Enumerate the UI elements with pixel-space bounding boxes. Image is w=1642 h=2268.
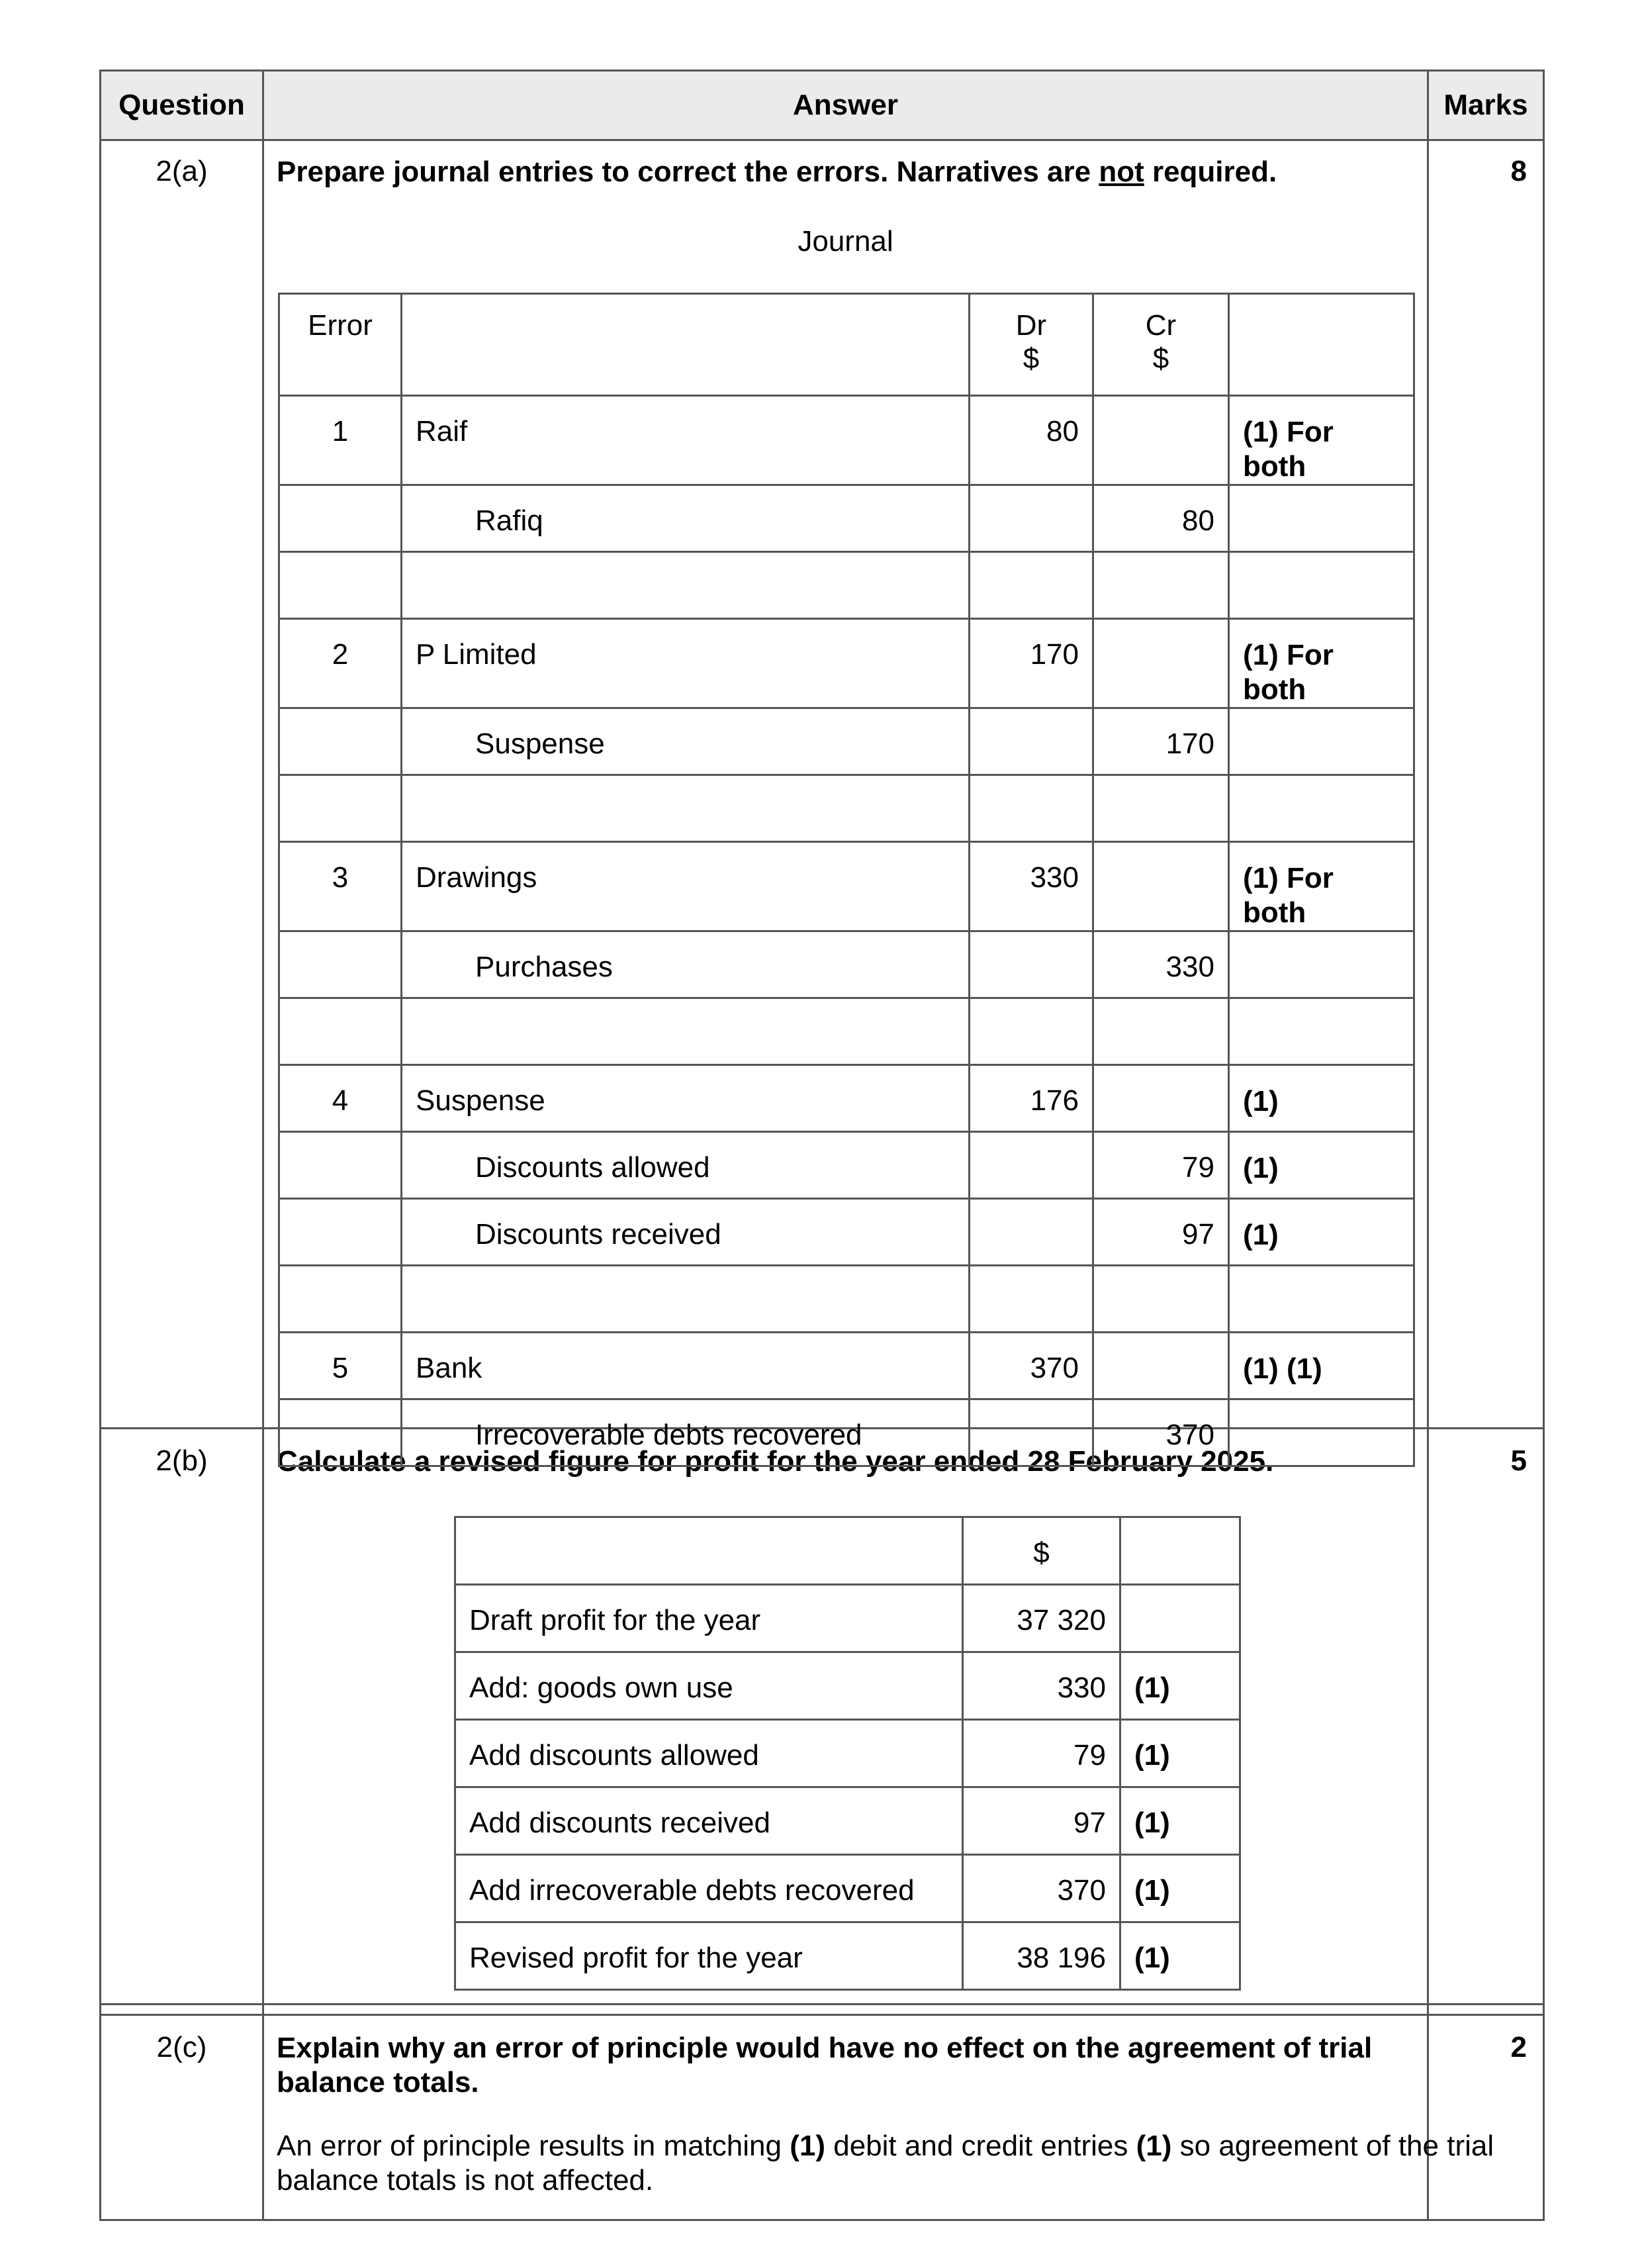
mark-allocation (1229, 485, 1414, 552)
credit-amount (1093, 1333, 1229, 1399)
journal-row (279, 1399, 1414, 1466)
mark-column-header (1229, 294, 1414, 396)
error-number: 4 (279, 1065, 402, 1132)
error-column-header: Error (279, 294, 402, 396)
credit-amount: 170 (1093, 708, 1229, 775)
error-number (279, 1266, 402, 1333)
mark-allocation: (1) For both (1229, 619, 1414, 708)
error-number: 3 (279, 842, 402, 931)
question-instruction: Prepare journal entries to correct the errors. Narratives are not required. (277, 156, 1277, 188)
header-question: Question (118, 89, 245, 121)
credit-amount: 79 (1093, 1132, 1229, 1199)
profit-header-row (455, 1517, 1240, 1585)
error-number (279, 485, 402, 552)
account-column-header (402, 294, 970, 396)
debit-amount: 330 (970, 842, 1093, 931)
mark-allocation: (1) (1229, 1132, 1414, 1199)
credit-amount (1093, 775, 1229, 842)
label-column-header (455, 1517, 963, 1585)
account-name: Bank (402, 1333, 970, 1399)
row-amount: 37 320 (963, 1585, 1120, 1652)
debit-amount (970, 775, 1093, 842)
account-name (402, 775, 970, 842)
error-number (279, 552, 402, 619)
error-number (279, 708, 402, 775)
journal-row (279, 708, 1414, 775)
mark-allocation: (1) (1120, 1652, 1240, 1720)
error-number (279, 1132, 402, 1199)
profit-row (455, 1720, 1240, 1787)
profit-table (454, 1516, 1241, 1991)
debit-amount: 370 (970, 1333, 1093, 1399)
error-number: 1 (279, 396, 402, 485)
journal-row (279, 1065, 1414, 1132)
profit-row (455, 1922, 1240, 1990)
row-label: Add discounts allowed (455, 1720, 963, 1787)
mark-allocation: (1) (1229, 1199, 1414, 1266)
mark-allocation: (1) For both (1229, 396, 1414, 485)
journal-title: Journal (798, 225, 893, 258)
credit-amount: 370 (1093, 1399, 1229, 1466)
journal-row (279, 619, 1414, 708)
debit-amount (970, 485, 1093, 552)
row-amount: 330 (963, 1652, 1120, 1720)
mark-allocation (1229, 708, 1414, 775)
debit-amount (970, 1266, 1093, 1333)
row-label: Add irrecoverable debts recovered (455, 1855, 963, 1922)
account-name: Raif (402, 396, 970, 485)
account-name: Discounts received (402, 1199, 970, 1266)
column-divider (262, 71, 264, 2219)
mark-allocation: (1) (1120, 1720, 1240, 1787)
debit-amount (970, 1199, 1093, 1266)
row-label: Add discounts received (455, 1787, 963, 1855)
journal-row (279, 485, 1414, 552)
error-number: 5 (279, 1333, 402, 1399)
row-amount: 38 196 (963, 1922, 1120, 1990)
row-amount: 97 (963, 1787, 1120, 1855)
error-number (279, 998, 402, 1065)
currency-header: $ (963, 1517, 1120, 1585)
marks-value: 5 (1510, 1444, 1527, 1477)
credit-amount (1093, 998, 1229, 1065)
header-marks: Marks (1443, 89, 1528, 121)
mark-allocation (1229, 1399, 1414, 1466)
account-name: Rafiq (402, 485, 970, 552)
error-number (279, 1399, 402, 1466)
profit-row (455, 1855, 1240, 1922)
account-name (402, 1266, 970, 1333)
debit-amount (970, 998, 1093, 1065)
credit-amount (1093, 1266, 1229, 1333)
mark-allocation (1229, 775, 1414, 842)
mark-allocation (1229, 552, 1414, 619)
journal-row (279, 1266, 1414, 1333)
question-number: 2(b) (156, 1444, 208, 1477)
journal-row (279, 396, 1414, 485)
header-answer: Answer (793, 89, 898, 121)
debit-amount (970, 708, 1093, 775)
account-name: P Limited (402, 619, 970, 708)
journal-table (278, 293, 1415, 1467)
mark-allocation: (1) (1) (1229, 1333, 1414, 1399)
journal-row (279, 1132, 1414, 1199)
account-name (402, 552, 970, 619)
mark-allocation: (1) For both (1229, 842, 1414, 931)
question-number: 2(a) (156, 155, 208, 187)
account-name (402, 998, 970, 1065)
cr-column-header: Cr $ (1093, 294, 1229, 396)
answer-text: An error of principle results in matching (1) debit and credit entries (1) so agreement of the trial balance totals is not affected. (277, 2130, 1494, 2197)
mark-allocation (1120, 1585, 1240, 1652)
mark-allocation: (1) (1229, 1065, 1414, 1132)
row-divider (101, 2003, 1543, 2005)
journal-row (279, 1333, 1414, 1399)
account-name: Suspense (402, 708, 970, 775)
row-label: Revised profit for the year (455, 1922, 963, 1990)
account-name: Drawings (402, 842, 970, 931)
dr-column-header: Dr $ (970, 294, 1093, 396)
profit-row (455, 1585, 1240, 1652)
marks-value: 8 (1510, 155, 1527, 187)
mark-allocation: (1) (1120, 1855, 1240, 1922)
mark-allocation (1229, 931, 1414, 998)
row-label: Add: goods own use (455, 1652, 963, 1720)
profit-row (455, 1787, 1240, 1855)
debit-amount: 170 (970, 619, 1093, 708)
credit-amount: 97 (1093, 1199, 1229, 1266)
error-number (279, 1199, 402, 1266)
mark-allocation (1229, 1266, 1414, 1333)
mark-allocation: (1) (1120, 1787, 1240, 1855)
credit-amount (1093, 619, 1229, 708)
account-name: Purchases (402, 931, 970, 998)
debit-amount (970, 1399, 1093, 1466)
question-number: 2(c) (156, 2031, 207, 2063)
credit-amount: 80 (1093, 485, 1229, 552)
journal-row (279, 931, 1414, 998)
debit-amount (970, 931, 1093, 998)
question-instruction: Calculate a revised figure for profit for the year ended 28 February 2025. (277, 1445, 1274, 1478)
error-number (279, 931, 402, 998)
error-number: 2 (279, 619, 402, 708)
journal-row (279, 775, 1414, 842)
debit-amount: 176 (970, 1065, 1093, 1132)
row-amount: 370 (963, 1855, 1120, 1922)
row-amount: 79 (963, 1720, 1120, 1787)
question-instruction: Explain why an error of principle would have no effect on the agreement of trial balance totals. (277, 2032, 1373, 2099)
row-divider (101, 139, 1543, 141)
mark-allocation (1229, 998, 1414, 1065)
column-divider (1427, 71, 1429, 2219)
error-number (279, 775, 402, 842)
row-divider (101, 2014, 1543, 2016)
profit-row (455, 1652, 1240, 1720)
credit-amount (1093, 842, 1229, 931)
journal-row (279, 552, 1414, 619)
debit-amount (970, 1132, 1093, 1199)
journal-row (279, 998, 1414, 1065)
journal-row (279, 842, 1414, 931)
debit-amount: 80 (970, 396, 1093, 485)
row-label: Draft profit for the year (455, 1585, 963, 1652)
journal-row (279, 1199, 1414, 1266)
credit-amount (1093, 552, 1229, 619)
mark-column-header (1120, 1517, 1240, 1585)
credit-amount: 330 (1093, 931, 1229, 998)
marks-value: 2 (1510, 2031, 1527, 2063)
account-name: Suspense (402, 1065, 970, 1132)
account-name: Irrecoverable debts recovered (402, 1399, 970, 1466)
journal-header-row (279, 294, 1414, 396)
debit-amount (970, 552, 1093, 619)
mark-allocation: (1) (1120, 1922, 1240, 1990)
credit-amount (1093, 396, 1229, 485)
credit-amount (1093, 1065, 1229, 1132)
account-name: Discounts allowed (402, 1132, 970, 1199)
